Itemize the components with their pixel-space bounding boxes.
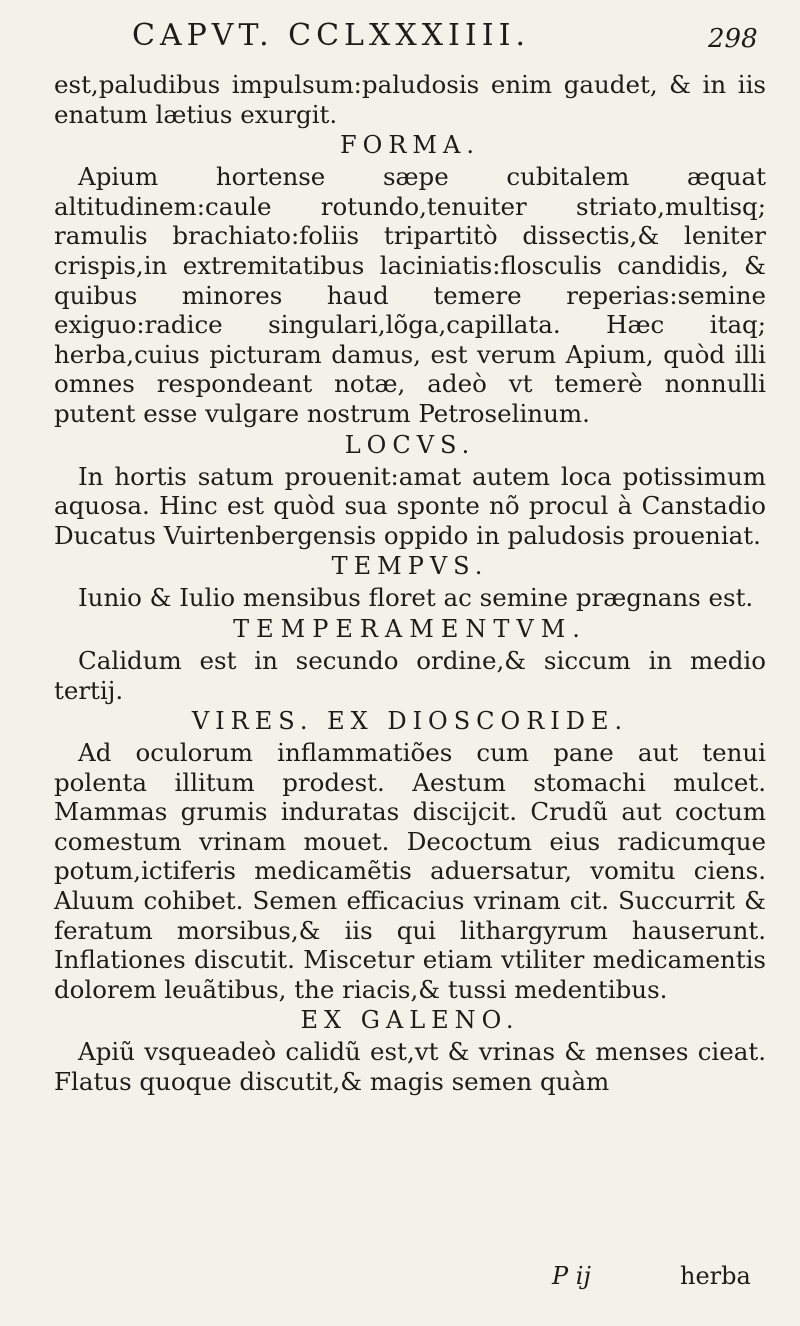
heading-temperamentum: TEMPERAMENTVM. bbox=[233, 614, 587, 643]
heading-ex-galeno: EX GALENO. bbox=[300, 1006, 520, 1035]
paragraph-ex-galeno: Apiũ vsqueadeò calidũ est,vt & vrinas & menses cieat. Flatus quoque discutit,& magis semen quàm bbox=[54, 1037, 766, 1097]
paragraph-vires-dioscoride: Ad oculorum inflammatiões cum pane aut tenui polenta illitum prodest. Aestum stomachi mulcet. Mammas grumis induratas discijcit. Crudũ aut coctum comestum vrinam mouet. Decoctum eius radicumque potum,ictiferis medicamẽtis aduersatur, vomitu ciens. Aluum cohibet. Semen efficacius vrinam cit. Succurrit & feratum morsibus,& iis qui lithargyrum hauserunt. Inflationes discutit. Miscetur etiam vtiliter medicamentis dolorem leuãtibus, the riacis,& tussi medentibus. bbox=[54, 738, 766, 1004]
page-footer bbox=[0, 1262, 800, 1296]
paragraph-continuation: est,paludibus impulsum:paludosis enim gaudet, & in iis enatum lætius exurgit. bbox=[54, 70, 766, 129]
heading-tempus: TEMPVS. bbox=[331, 552, 489, 581]
heading-locus: LOCVS. bbox=[344, 430, 476, 459]
heading-vires-dioscoride: VIRES. EX DIOSCORIDE. bbox=[191, 707, 629, 736]
paragraph-locus: In hortis satum prouenit:amat autem loca potissimum aquosa. Hinc est quòd sua sponte nõ procul à Canstadio Ducatus Vuirtenbergensis oppido in paludosis proueniat. bbox=[54, 461, 766, 550]
paragraph-temperamentum: Calidum est in secundo ordine,& siccum in medio tertij. bbox=[54, 645, 766, 705]
catchword: herba bbox=[680, 1262, 751, 1290]
signature-mark: P ij bbox=[552, 1262, 591, 1290]
running-head: CAPVT. CCLXXXIIII. bbox=[132, 18, 530, 53]
paragraph-tempus: Iunio & Iulio mensibus floret ac semine prægnans est. bbox=[78, 583, 754, 613]
page-number: 298 bbox=[708, 24, 758, 54]
paragraph-forma: Apium hortense sæpe cubitalem æquat altitudinem:caule rotundo,tenuiter striato,multisq; ramulis brachiato:foliis tripartitò dissectis,& leniter crispis,in extremitatibus laciniatis:flosculis candidis, & quibus minores haud temere reperias:semine exiguo:radice singulari,lõga,capillata. Hæc itaq; herba,cuius picturam damus, est verum Apium, quòd illi omnes respondeant notæ, adeò vt temerè nonnulli putent esse vulgare nostrum Petroselinum. bbox=[54, 162, 766, 428]
page-header bbox=[0, 18, 800, 62]
body-text bbox=[54, 70, 766, 1097]
heading-forma: FORMA. bbox=[340, 131, 480, 160]
